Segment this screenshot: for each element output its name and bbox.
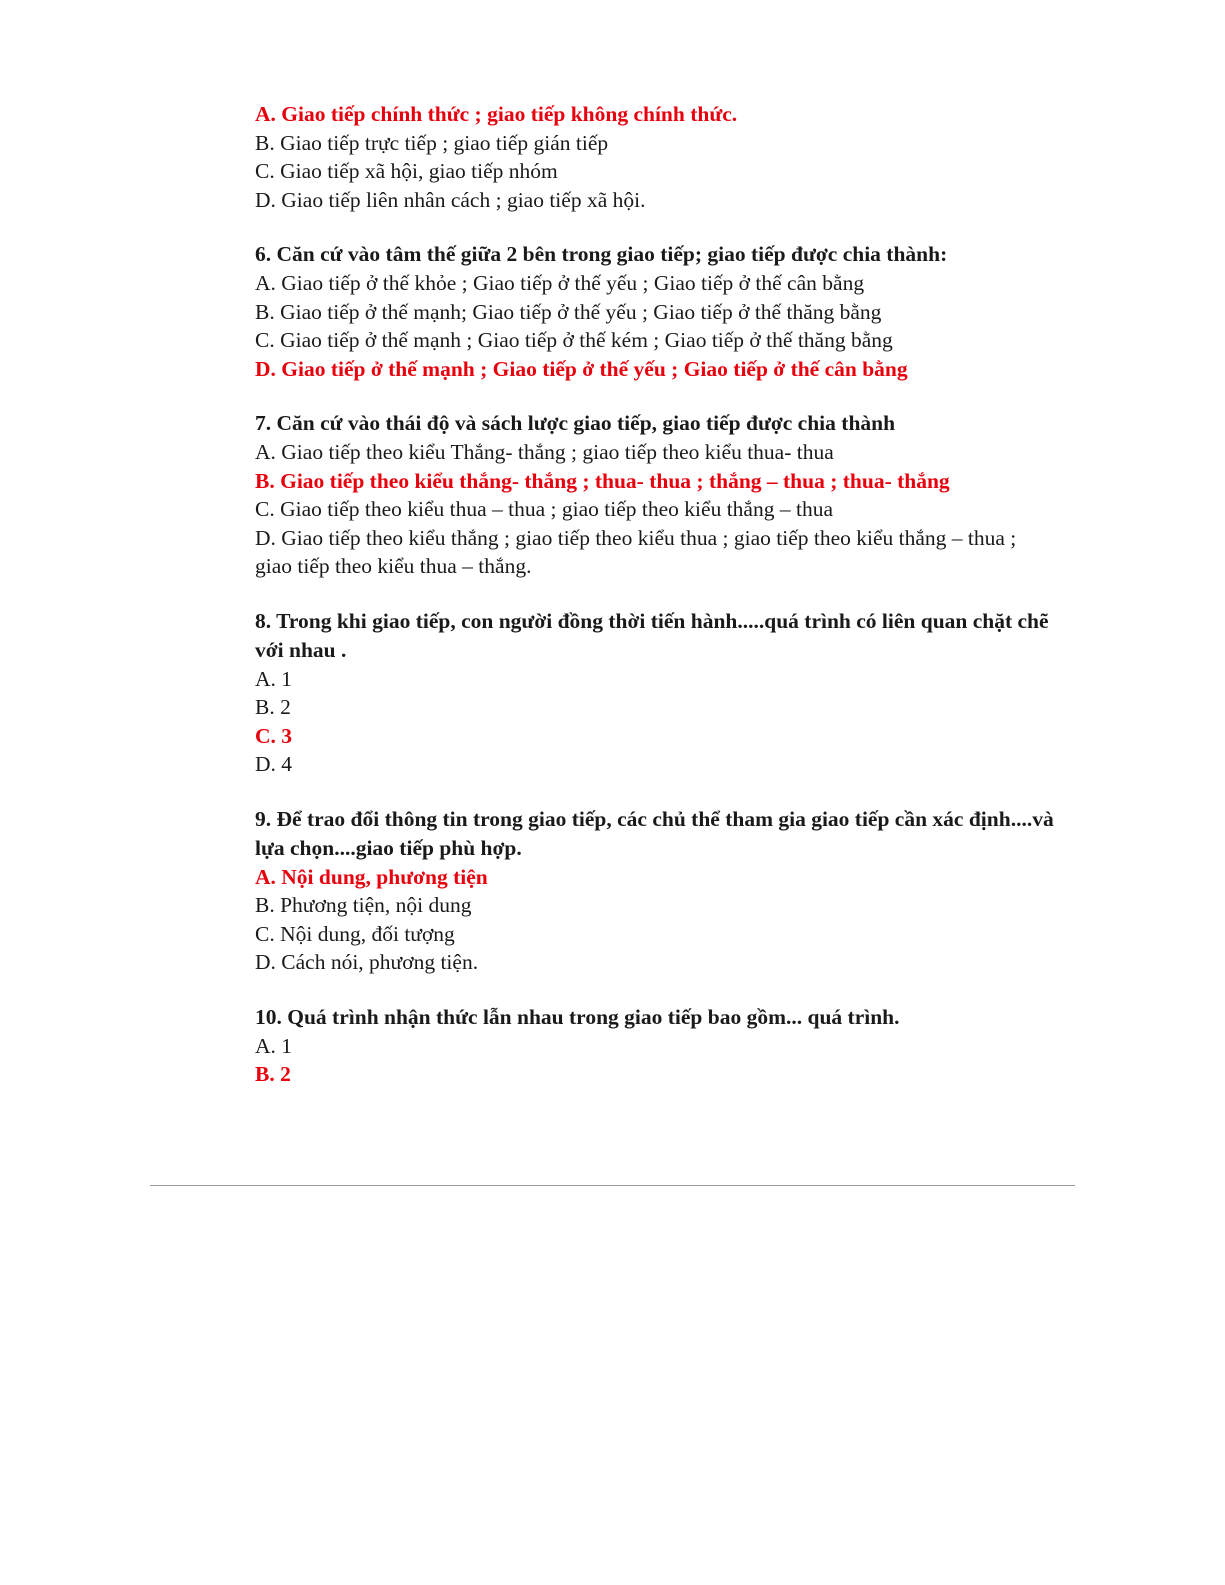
option[interactable]: B. 2: [255, 695, 291, 719]
option[interactable]: A. Giao tiếp theo kiểu Thắng- thắng ; giao tiếp theo kiểu thua- thua: [255, 440, 834, 464]
option[interactable]: C. Giao tiếp xã hội, giao tiếp nhóm: [255, 159, 558, 183]
option[interactable]: D. Cách nói, phương tiện.: [255, 950, 479, 974]
answer-option[interactable]: B. Giao tiếp theo kiểu thắng- thắng ; thua- thua ; thắng – thua ; thua- thắng: [255, 468, 950, 493]
answer-option[interactable]: A. Giao tiếp chính thức ; giao tiếp không chính thức.: [255, 102, 738, 126]
question-block: [255, 805, 1055, 977]
option[interactable]: D. Giao tiếp liên nhân cách ; giao tiếp xã hội.: [255, 187, 646, 212]
question-block: [255, 607, 1055, 779]
question-text: 8. Trong khi giao tiếp, con người đồng thời tiến hành.....quá trình có liên quan chặt chẽ với nhau .: [255, 608, 1049, 662]
question-block: [255, 1003, 1055, 1089]
option[interactable]: C. Giao tiếp ở thế mạnh ; Giao tiếp ở thế kém ; Giao tiếp ở thế thăng bằng: [255, 328, 893, 352]
option[interactable]: D. Giao tiếp theo kiểu thắng ; giao tiếp theo kiểu thua ; giao tiếp theo kiểu thắng – thua ; giao tiếp theo kiểu thua – thắng.: [255, 525, 1017, 578]
option[interactable]: B. Giao tiếp trực tiếp ; giao tiếp gián tiếp: [255, 130, 609, 155]
footer-divider: [150, 1185, 1075, 1186]
answer-option[interactable]: C. 3: [255, 723, 293, 748]
option[interactable]: B. Phương tiện, nội dung: [255, 893, 472, 917]
answer-option[interactable]: D. Giao tiếp ở thế mạnh ; Giao tiếp ở thế yếu ; Giao tiếp ở thế cân bằng: [255, 356, 908, 381]
option[interactable]: A. 1: [255, 666, 293, 691]
question-block: [255, 240, 1055, 383]
question-text: 7. Căn cứ vào thái độ và sách lược giao tiếp, giao tiếp được chia thành: [255, 411, 896, 435]
answer-option[interactable]: A. Nội dung, phương tiện: [255, 864, 488, 889]
question-block: [255, 409, 1055, 581]
question-text: 6. Căn cứ vào tâm thế giữa 2 bên trong giao tiếp; giao tiếp được chia thành:: [255, 242, 948, 266]
question-block: [255, 100, 1055, 214]
question-text: 10. Quá trình nhận thức lẫn nhau trong giao tiếp bao gồm... quá trình.: [255, 1004, 900, 1029]
option[interactable]: B. Giao tiếp ở thế mạnh; Giao tiếp ở thế yếu ; Giao tiếp ở thế thăng bằng: [255, 299, 882, 324]
option[interactable]: A. 1: [255, 1033, 293, 1058]
question-text: 9. Để trao đổi thông tin trong giao tiếp, các chủ thể tham gia giao tiếp cần xác định....và lựa chọn....giao tiếp phù hợp.: [255, 806, 1054, 860]
option[interactable]: C. Giao tiếp theo kiểu thua – thua ; giao tiếp theo kiểu thắng – thua: [255, 497, 833, 521]
option[interactable]: D. 4: [255, 752, 293, 776]
option[interactable]: C. Nội dung, đối tượng: [255, 921, 455, 946]
option[interactable]: A. Giao tiếp ở thế khỏe ; Giao tiếp ở thế yếu ; Giao tiếp ở thế cân bằng: [255, 271, 865, 295]
document-body: [255, 100, 1055, 1089]
answer-option[interactable]: B. 2: [255, 1062, 291, 1086]
